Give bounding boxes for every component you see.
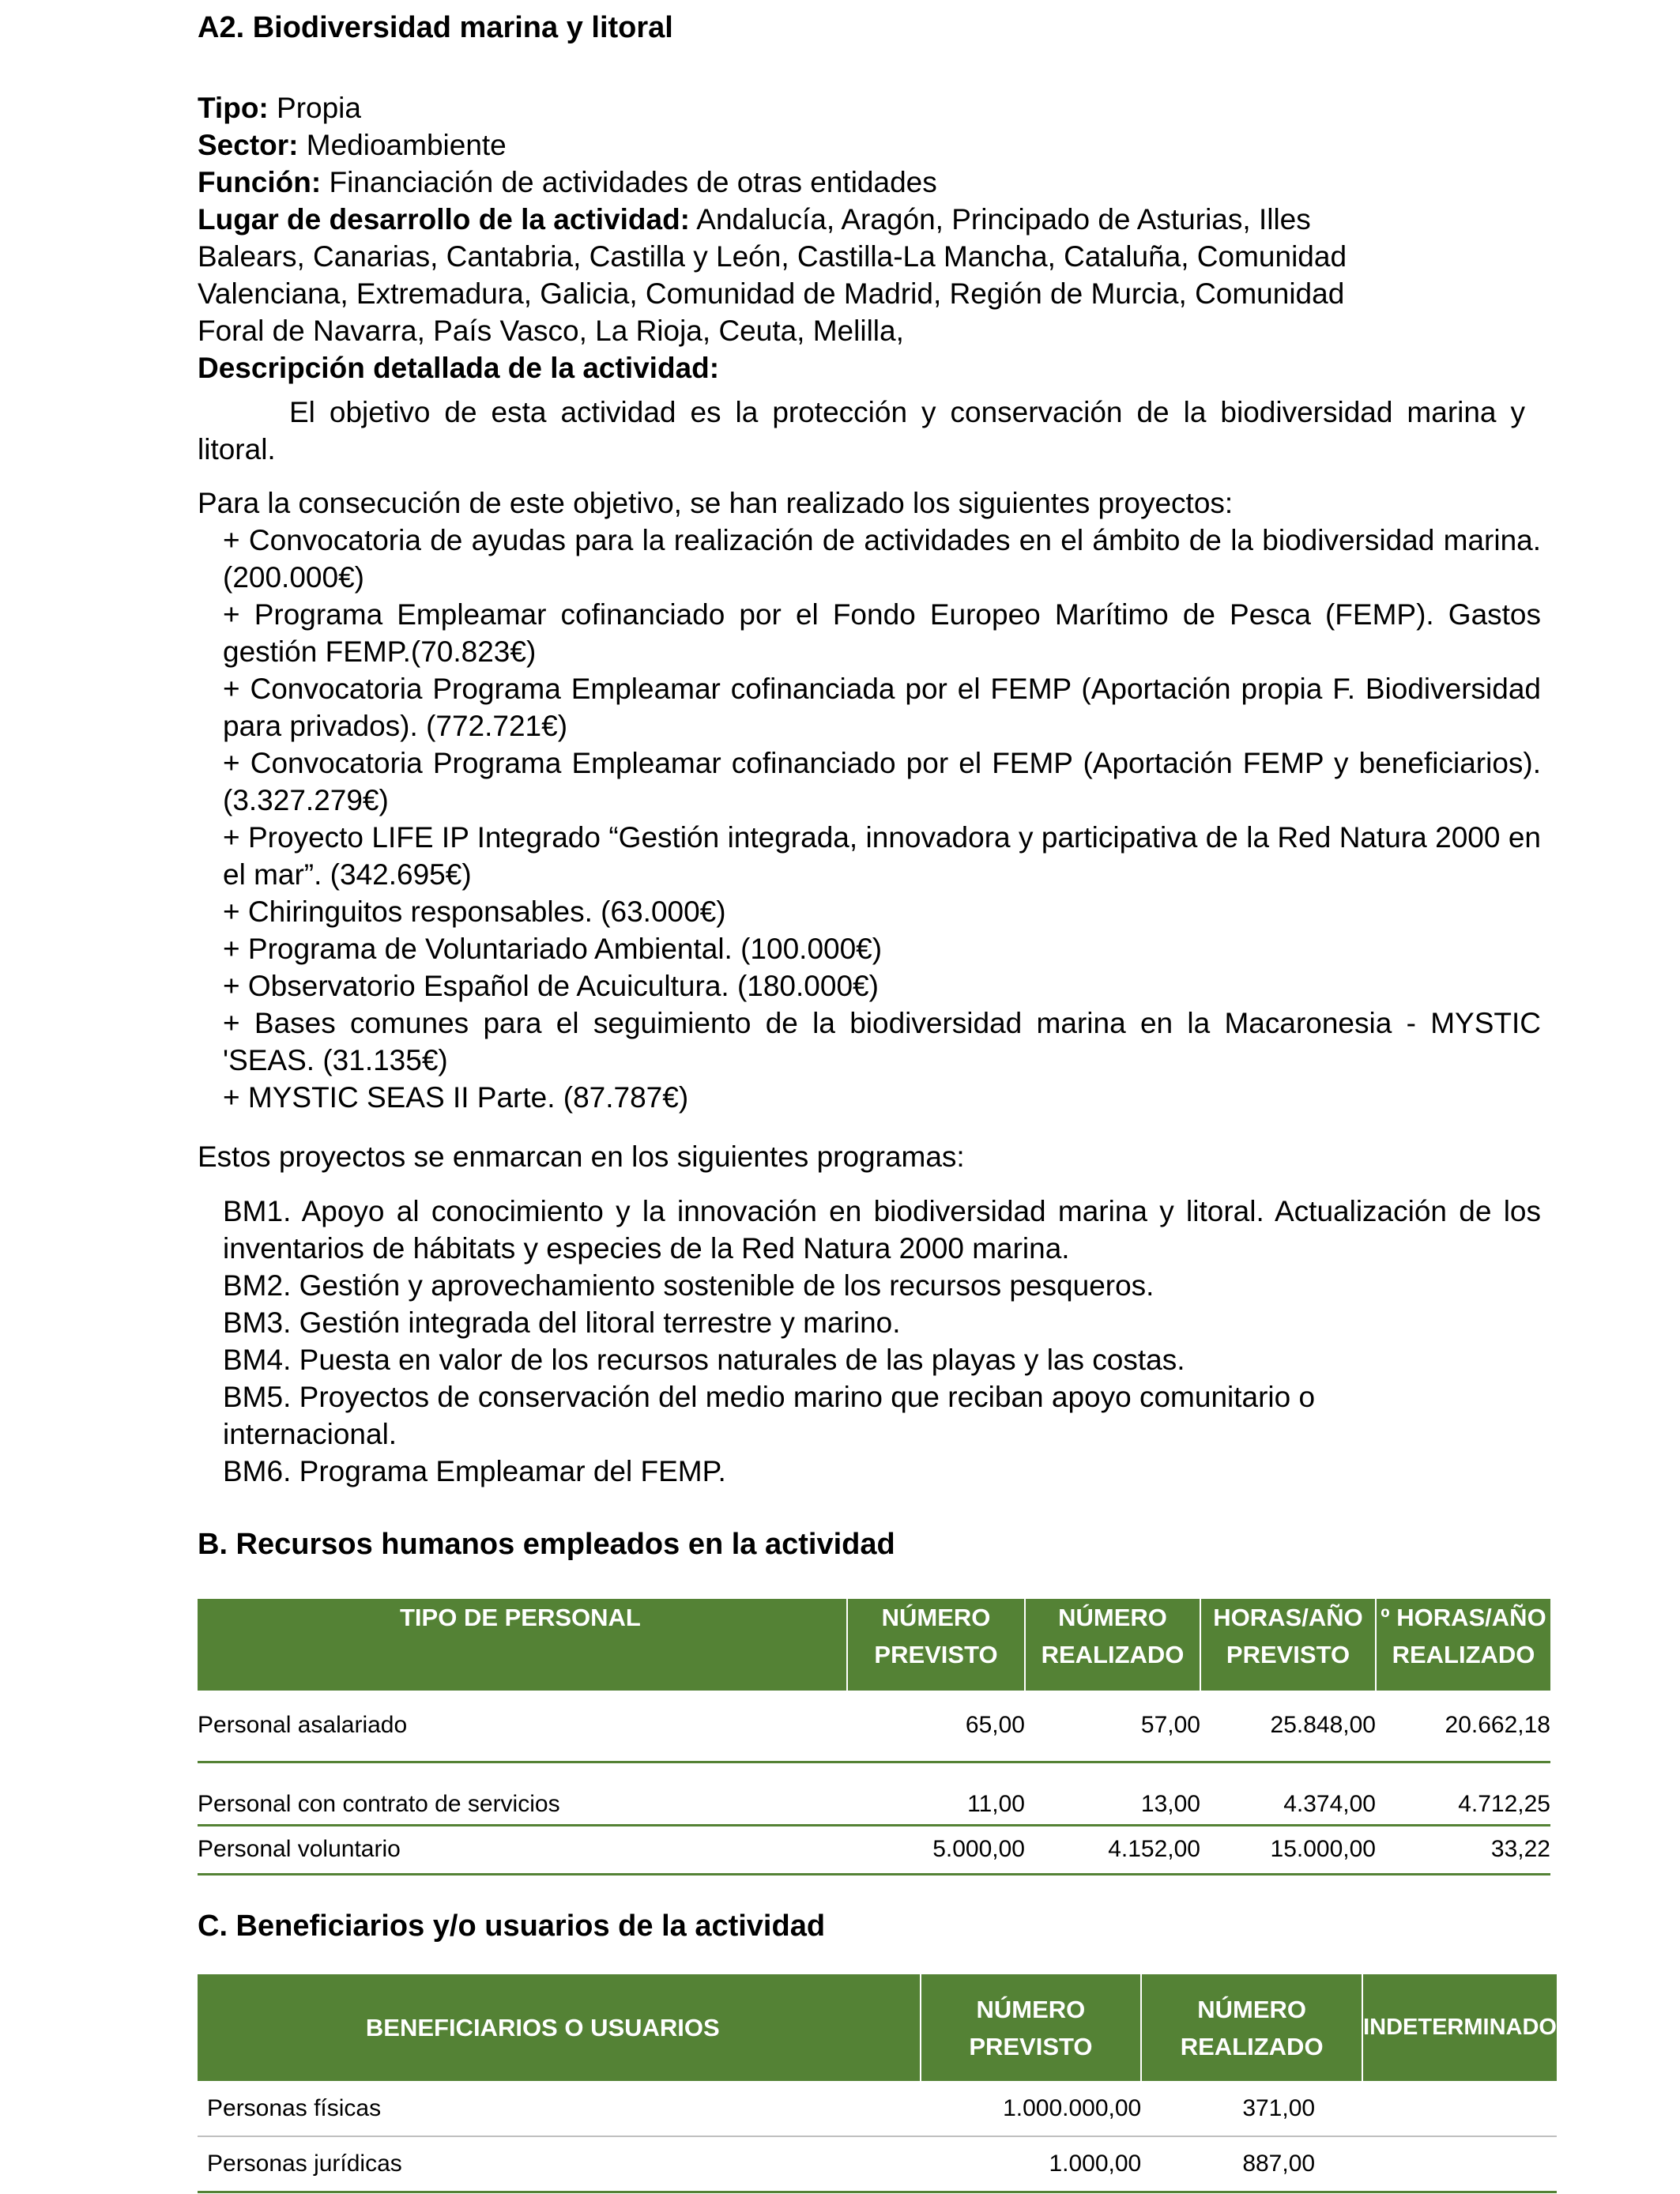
- list-item: + MYSTIC SEAS II Parte. (87.787€): [223, 1081, 689, 1114]
- header-numero-realizado: NÚMERO REALIZADO: [1025, 1599, 1200, 1691]
- beneficiarios-table: [198, 1974, 1557, 2193]
- list-item: + Chiringuitos responsables. (63.000€): [223, 895, 726, 928]
- list-item: + Convocatoria Programa Empleamar cofinanciado por el FEMP (Aportación FEMP y beneficiarios). (3.327.279€): [223, 747, 1541, 816]
- programas-list: [223, 1193, 1541, 1490]
- lugar-label: Lugar de desarrollo de la actividad:: [198, 203, 691, 236]
- list-item: BM6. Programa Empleamar del FEMP.: [223, 1455, 726, 1487]
- table-header-row: [198, 1599, 1550, 1691]
- table-header-row: [198, 1974, 1557, 2081]
- cell-num-previsto: 1.000.000,00: [1003, 2094, 1142, 2121]
- lugar-value-1: Andalucía, Aragón, Principado de Asturias, Illes: [696, 203, 1311, 236]
- cell-num-realizado: 13,00: [1140, 1790, 1200, 1817]
- sector-label: Sector:: [198, 129, 299, 161]
- cell-horas-previsto: 25.848,00: [1270, 1712, 1376, 1739]
- header-tipo-personal: TIPO DE PERSONAL: [198, 1599, 847, 1691]
- tipo-line: [198, 89, 1541, 126]
- section-c-title: C. Beneficiarios y/o usuarios de la actividad: [198, 1909, 826, 1943]
- sector-value: Medioambiente: [306, 129, 507, 161]
- funcion-line: [198, 164, 1541, 201]
- cell-tipo: Personas jurídicas: [207, 2150, 402, 2177]
- objetivo-paragraph: El objetivo de esta actividad es la protección y conservación de la biodiversidad marina y litoral.: [198, 396, 1525, 466]
- funcion-value: Financiación de actividades de otras entidades: [329, 166, 937, 198]
- cell-horas-realizado: 33,22: [1490, 1836, 1550, 1862]
- list-item: BM1. Apoyo al conocimiento y la innovación en biodiversidad marina y litoral. Actualización de los inventarios de hábitats y especies de la Red Natura 2000 marina.: [223, 1195, 1541, 1265]
- cell-horas-realizado: 20.662,18: [1445, 1712, 1550, 1739]
- section-b-title: B. Recursos humanos empleados en la actividad: [198, 1528, 895, 1561]
- proyectos-intro: Para la consecución de este objetivo, se han realizado los siguientes proyectos:: [198, 487, 1234, 519]
- list-item: + Convocatoria Programa Empleamar cofinanciada por el FEMP (Aportación propia F. Biodiversidad para privados). (772.721€): [223, 673, 1541, 742]
- lugar-line-3: Valenciana, Extremadura, Galicia, Comunidad de Madrid, Región de Murcia, Comunidad: [198, 277, 1345, 310]
- list-item: + Programa Empleamar cofinanciado por el Fondo Europeo Marítimo de Pesca (FEMP). Gastos gestión FEMP.(70.823€): [223, 598, 1541, 668]
- cell-num-previsto: 11,00: [967, 1790, 1025, 1817]
- cell-indeterminado: [1362, 2136, 1557, 2192]
- header-horas-previsto: HORAS/AÑO PREVISTO: [1200, 1599, 1376, 1691]
- cell-num-realizado: 57,00: [1140, 1712, 1200, 1739]
- lugar-line-2: Balears, Canarias, Cantabria, Castilla y León, Castilla-La Mancha, Cataluña, Comunidad: [198, 240, 1347, 273]
- cell-tipo: Personal asalariado: [198, 1712, 408, 1739]
- recursos-humanos-table: [198, 1599, 1550, 1875]
- tipo-value: Propia: [277, 92, 361, 124]
- cell-num-realizado: 887,00: [1242, 2150, 1316, 2177]
- section-a2-title: A2. Biodiversidad marina y litoral: [198, 11, 673, 44]
- list-item: + Observatorio Español de Acuicultura. (180.000€): [223, 970, 879, 1002]
- cell-tipo: Personal voluntario: [198, 1836, 401, 1862]
- table-row: [198, 2136, 1557, 2192]
- cell-num-previsto: 5.000,00: [932, 1836, 1025, 1862]
- proyectos-list: [223, 522, 1541, 1116]
- header-numero-previsto: NÚMERO PREVISTO: [847, 1599, 1025, 1691]
- list-item: BM4. Puesta en valor de los recursos naturales de las playas y las costas.: [223, 1344, 1185, 1376]
- table-row: [198, 1825, 1550, 1874]
- list-item: BM2. Gestión y aprovechamiento sostenible de los recursos pesqueros.: [223, 1269, 1155, 1302]
- cell-tipo: Personal con contrato de servicios: [198, 1790, 560, 1817]
- tipo-label: Tipo:: [198, 92, 269, 124]
- header-beneficiarios: BENEFICIARIOS O USUARIOS: [198, 1974, 921, 2081]
- list-item: + Convocatoria de ayudas para la realización de actividades en el ámbito de la biodiversidad marina. (200.000€): [223, 524, 1541, 594]
- cell-num-realizado: 371,00: [1242, 2094, 1316, 2121]
- header-numero-realizado: NÚMERO REALIZADO: [1141, 1974, 1362, 2081]
- table-row: [198, 1691, 1550, 1762]
- descripcion-label: Descripción detallada de la actividad:: [198, 352, 720, 384]
- header-horas-realizado: º HORAS/AÑO REALIZADO: [1376, 1599, 1550, 1691]
- lugar-line-4: Foral de Navarra, País Vasco, La Rioja, Ceuta, Melilla,: [198, 315, 904, 347]
- list-item: + Proyecto LIFE IP Integrado “Gestión integrada, innovadora y participativa de la Red Natura 2000 en el mar”. (342.695€): [223, 821, 1541, 891]
- list-item: BM5. Proyectos de conservación del medio marino que reciban apoyo comunitario o internacional.: [223, 1381, 1316, 1450]
- header-numero-previsto: NÚMERO PREVISTO: [921, 1974, 1142, 2081]
- cell-horas-realizado: 4.712,25: [1458, 1790, 1550, 1817]
- sector-line: [198, 126, 1541, 164]
- list-item: + Bases comunes para el seguimiento de la biodiversidad marina en la Macaronesia - MYSTIC 'SEAS. (31.135€): [223, 1007, 1541, 1076]
- cell-num-realizado: 4.152,00: [1108, 1836, 1200, 1862]
- cell-tipo: Personas físicas: [207, 2094, 382, 2121]
- cell-horas-previsto: 15.000,00: [1270, 1836, 1376, 1862]
- cell-num-previsto: 1.000,00: [1049, 2150, 1142, 2177]
- header-indeterminado: INDETERMINADO: [1362, 1974, 1557, 2081]
- cell-horas-previsto: 4.374,00: [1283, 1790, 1376, 1817]
- list-item: + Programa de Voluntariado Ambiental. (100.000€): [223, 933, 883, 965]
- table-row: [198, 2081, 1557, 2136]
- table-row: [198, 1762, 1550, 1825]
- programas-intro: Estos proyectos se enmarcan en los siguientes programas:: [198, 1140, 965, 1173]
- funcion-label: Función:: [198, 166, 322, 198]
- lugar-line-1: [198, 201, 1541, 238]
- cell-num-previsto: 65,00: [965, 1712, 1025, 1739]
- cell-indeterminado: [1362, 2081, 1557, 2136]
- list-item: BM3. Gestión integrada del litoral terrestre y marino.: [223, 1306, 901, 1339]
